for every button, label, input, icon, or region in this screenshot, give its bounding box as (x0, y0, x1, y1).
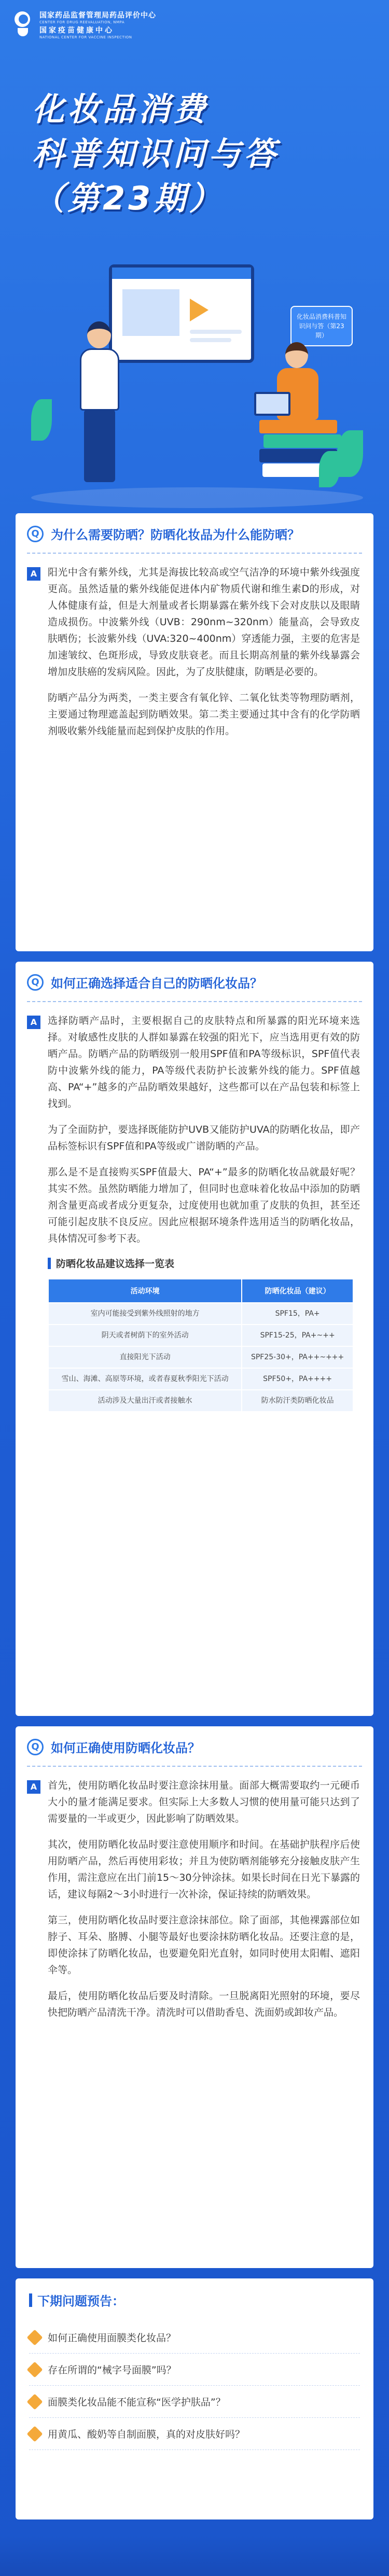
org-name-en-1: CENTER FOR DRUG REEVALUATION, NMPA (39, 20, 125, 24)
question-text: 为什么需要防晒？防晒化妆品为什么能防晒？ (51, 528, 300, 542)
qa-section-1 (16, 513, 373, 951)
title-line-2: 科普知识问与答 (32, 135, 280, 173)
answer-paragraph: 防晒产品分为两类，一类主要含有氧化锌、二氧化钛类等物理防晒剂，主要通过物理遮盖起到防晒效果。第二类主要通过其中含有的化学防晒剂吸收紫外线能量而起到保护皮肤的作用。 (48, 692, 360, 737)
next-issue-item (29, 2418, 360, 2450)
table-cell: SPF50+，PA++++ (242, 1368, 353, 1390)
table-cell: 直接阳光下活动 (48, 1346, 242, 1368)
table-cell: SPF15，PA+ (242, 1303, 353, 1325)
pencil-icon (26, 2329, 43, 2345)
hero-bubble: 化妆品消费科普知识问与答（第23期） (290, 306, 353, 346)
next-issue-item-text: 用黄瓜、酸奶等自制面膜，真的对皮肤好吗？ (48, 2429, 245, 2440)
question-badge: Q (27, 974, 44, 991)
sunscreen-table (48, 1278, 354, 1412)
org-name-cn-1: 国家药品监督管理局药品评价中心 (39, 11, 156, 20)
next-issue-item-text: 存在所谓的“械字号面膜”吗？ (48, 2364, 176, 2376)
question-text: 如何正确选择适合自己的防晒化妆品？ (51, 976, 262, 991)
pencil-icon (26, 2394, 43, 2410)
answer-body (16, 554, 373, 762)
answer-paragraph: 阳光中含有紫外线，尤其是海拔比较高或空气洁净的环境中紫外线强度更高。虽然适量的紫外线能促进体内矿物质代谢和维生素D的形成，对人体健康有益，但是大剂量或者长期暴露在紫外线下会对皮肤以及眼睛造成损伤。中波紫外线（UVB：290nm~320nm）能量高，会导致皮肤晒伤；长波紫外线（UVA:320~400nm）穿透能力强，主要的危害是加速皱纹、色斑形成，导致皮肤衰老。而且长期高剂量的紫外线暴露会增加皮肤癌的发病风险。因此，为了皮肤健康，防晒是必要的。 (48, 567, 360, 678)
title-line-1: 化妆品消费 (32, 90, 209, 128)
table-header: 防晒化妆品（建议） (242, 1279, 353, 1303)
table-cell: SPF15-25，PA+~++ (242, 1325, 353, 1346)
org-name-en-2: NATIONAL CENTER FOR VACCINE INSPECTION (39, 35, 132, 39)
table-row (48, 1325, 353, 1346)
answer-paragraph: 首先，使用防晒化妆品时要注意涂抹用量。面部大概需要取约一元硬币大小的量才能满足要求。但实际上大多数人习惯的使用量可能只达到了需要量的一半或更少，因此影响了防晒效果。 (48, 1780, 360, 1824)
title-line-3: （第23期） (32, 179, 225, 217)
qa-section-2 (16, 962, 373, 1716)
answer-paragraph: 为了全面防护，要选择既能防护UVB又能防护UVA的防晒化妆品，即产品标签标识有SPF值和PA等级或广谱防晒的产品。 (48, 1124, 360, 1152)
next-issue-item-text: 如何正确使用面膜类化妆品？ (48, 2332, 176, 2344)
table-cell: 活动涉及大量出汗或者接触水 (48, 1390, 242, 1412)
answer-badge: A (27, 1016, 40, 1029)
table-cell: 防水防汗类防晒化妆品 (242, 1390, 353, 1412)
org-header (15, 11, 156, 39)
question-badge: Q (27, 526, 44, 542)
answer-paragraph: 第三，使用防晒化妆品时要注意涂抹部位。除了面部，其他裸露部位如脖子、耳朵、胳膊、小腿等最好也要涂抹防晒化妆品。还要注意的是，即使涂抹了防晒化妆品，也要避免阳光直射，如同时使用太阳帽、遮阳伞等。 (48, 1915, 360, 1976)
play-icon (190, 299, 209, 321)
org-logo-icon (15, 11, 32, 38)
next-issue-heading-text: 下期问题预告： (37, 2294, 124, 2308)
plant-icon (337, 430, 363, 477)
table-cell: SPF25-30+，PA++~+++ (242, 1346, 353, 1368)
laptop-icon (254, 392, 290, 416)
page-title (32, 87, 279, 221)
question-text: 如何正确使用防晒化妆品？ (51, 1741, 200, 1755)
next-issue-item (29, 2386, 360, 2418)
footer-band (0, 2535, 389, 2576)
answer-paragraph: 最后，使用防晒化妆品后要及时清除。一旦脱离阳光照射的环境，要尽快把防晒产品清洗干净。清洗时可以借助香皂、洗面奶或卸妆产品。 (48, 1990, 360, 2018)
question-row (16, 513, 373, 553)
table-header: 活动环境 (48, 1279, 242, 1303)
org-name (39, 11, 156, 39)
table-cell: 室内可能接受到紫外线照射的地方 (48, 1303, 242, 1325)
answer-paragraph: 那么是不是直接购买SPF值最大、PA“+”最多的防晒化妆品就最好呢？其实不然。虽然防晒能力增加了，但同时也意味着化妆品中添加的防晒剂含量更高或者成分更复杂，过度使用也就加重了皮肤的负担，甚至还可能引起皮肤不良反应。因此应根据环境条件选用适当的防晒化妆品，具体情况可参考下表。 (48, 1166, 360, 1244)
presenter-illustration (67, 321, 130, 492)
next-issue-item-text: 面膜类化妆品能不能宣称“医学护肤品”？ (48, 2397, 226, 2408)
table-row (48, 1390, 353, 1412)
next-issue-preview (16, 2278, 373, 2519)
table-cell: 阴天或者树荫下的室外活动 (48, 1325, 242, 1346)
org-name-cn-2: 国家疫苗健康中心 (39, 26, 114, 35)
screen-illustration (109, 264, 254, 363)
table-row (48, 1368, 353, 1390)
answer-paragraph: 选择防晒产品时，主要根据自己的皮肤特点和所暴露的阳光环境来选择。对敏感性皮肤的人群如暴露在较强的阳光下，应当选用更有效的防晒产品。防晒产品的防晒级别一般用SPF值和PA等级标识，SPF值代表防中波紫外线的能力，PA等级代表防护长波紫外线的能力。SPF值越高、PA“+”越多的产品防晒效果越好，这些都可以在产品包装和标签上找到。 (48, 1015, 360, 1109)
answer-body (16, 1767, 373, 2044)
next-issue-item (29, 2354, 360, 2386)
table-row (48, 1346, 353, 1368)
next-issue-item (29, 2321, 360, 2354)
pencil-icon (26, 2361, 43, 2377)
hero-illustration (21, 244, 373, 524)
answer-body (16, 1002, 373, 1426)
table-row (48, 1303, 353, 1325)
table-cell: 雪山、海滩、高原等环境，或者春夏秋季阳光下活动 (48, 1368, 242, 1390)
answer-paragraph: 其次，使用防晒化妆品时要注意使用顺序和时间。在基础护肤程序后使用防晒产品，然后再使用彩妆；并且为使防晒剂能够充分接触皮肤产生作用，需注意应在出门前15～30分钟涂抹。如果长时间在日光下暴露的话，建议每隔2～3小时进行一次补涂，保证持续的防晒效果。 (48, 1839, 360, 1900)
question-row (16, 1726, 373, 1766)
answer-badge: A (27, 1780, 40, 1794)
answer-badge: A (27, 567, 40, 581)
plant-left-icon (31, 399, 52, 441)
question-row (16, 962, 373, 1001)
table-header-row (48, 1279, 353, 1303)
qa-section-3 (16, 1726, 373, 2268)
table-title (48, 1256, 360, 1270)
next-issue-heading (29, 2291, 360, 2309)
pencil-icon (26, 2426, 43, 2442)
question-badge: Q (27, 1739, 44, 1755)
table-title-text: 防晒化妆品建议选择一览表 (56, 1258, 175, 1270)
